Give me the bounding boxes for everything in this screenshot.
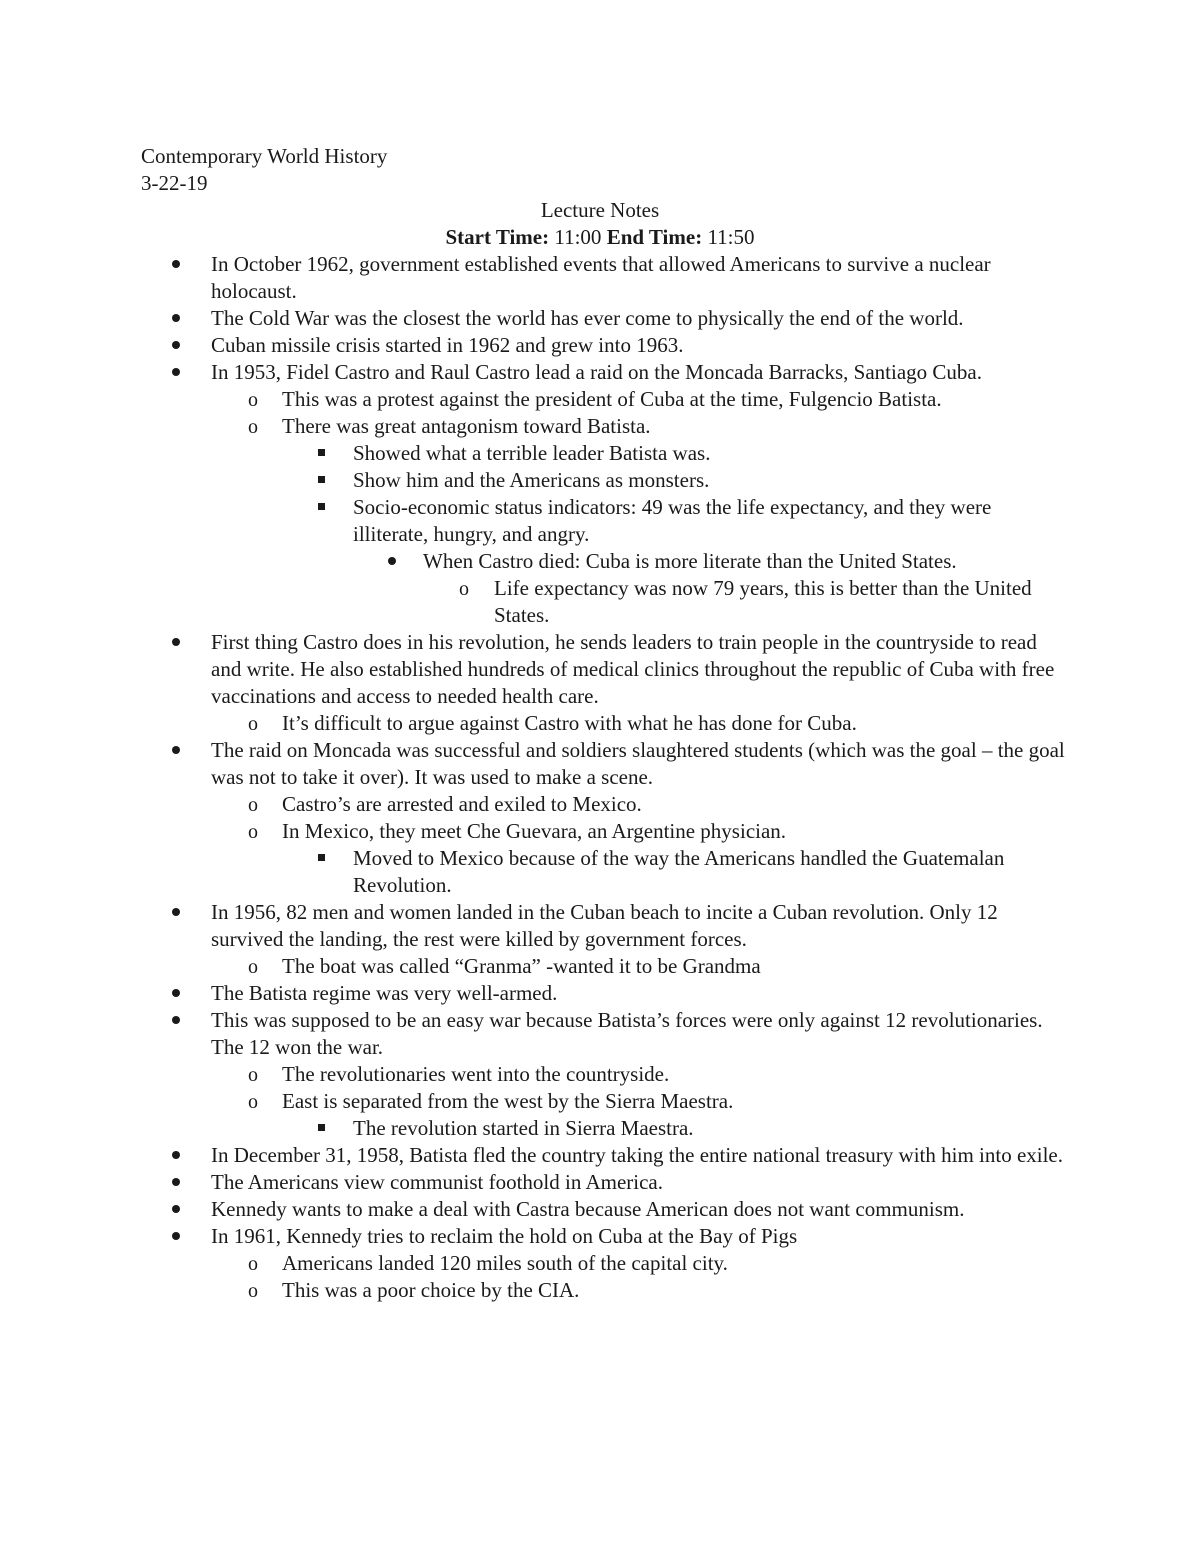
round-bullet-icon bbox=[172, 1223, 180, 1250]
note-item bbox=[0, 1169, 1200, 1196]
hollow-circle-bullet-icon: o bbox=[248, 1091, 258, 1113]
note-text: Castro’s are arrested and exiled to Mexico. bbox=[282, 792, 642, 816]
round-bullet-icon bbox=[172, 1196, 180, 1223]
hollow-circle-bullet-icon: o bbox=[248, 821, 258, 843]
note-item bbox=[0, 548, 1200, 575]
hollow-circle-bullet-icon: o bbox=[459, 578, 469, 600]
note-item bbox=[0, 629, 1200, 710]
note-text: Show him and the Americans as monsters. bbox=[353, 468, 710, 492]
lecture-times bbox=[0, 224, 1200, 251]
round-bullet-icon bbox=[172, 629, 180, 656]
note-text: Life expectancy was now 79 years, this is better than the United States. bbox=[494, 576, 1032, 627]
round-bullet-icon bbox=[172, 1007, 180, 1034]
round-bullet-icon bbox=[172, 305, 180, 332]
note-text: The Batista regime was very well-armed. bbox=[211, 981, 558, 1005]
start-time-value: 11:00 bbox=[549, 225, 607, 249]
note-item bbox=[0, 818, 1200, 845]
note-item bbox=[0, 305, 1200, 332]
note-text: Kennedy wants to make a deal with Castra because American does not want communism. bbox=[211, 1197, 965, 1221]
note-item bbox=[0, 575, 1200, 629]
note-text: The Americans view communist foothold in America. bbox=[211, 1170, 663, 1194]
note-item bbox=[0, 1115, 1200, 1142]
note-text: Cuban missile crisis started in 1962 and grew into 1963. bbox=[211, 333, 684, 357]
round-bullet-icon bbox=[172, 332, 180, 359]
note-text: The revolutionaries went into the countryside. bbox=[282, 1062, 670, 1086]
note-text: In December 31, 1958, Batista fled the country taking the entire national treasury with him into exile. bbox=[211, 1143, 1064, 1167]
note-text: Americans landed 120 miles south of the capital city. bbox=[282, 1251, 728, 1275]
note-item bbox=[0, 1223, 1200, 1250]
course-title: Contemporary World History bbox=[141, 144, 388, 168]
note-item bbox=[0, 845, 1200, 899]
note-text: It’s difficult to argue against Castro with what he has done for Cuba. bbox=[282, 711, 857, 735]
note-item bbox=[0, 386, 1200, 413]
square-bullet-icon bbox=[318, 845, 325, 872]
note-text: The revolution started in Sierra Maestra. bbox=[353, 1116, 694, 1140]
note-text: There was great antagonism toward Batista. bbox=[282, 414, 651, 438]
note-item bbox=[0, 953, 1200, 980]
note-item bbox=[0, 359, 1200, 386]
note-text: In 1953, Fidel Castro and Raul Castro lead a raid on the Moncada Barracks, Santiago Cuba. bbox=[211, 360, 982, 384]
note-item bbox=[0, 251, 1200, 305]
note-text: First thing Castro does in his revolution, he sends leaders to train people in the countryside to read and write. He also established hundreds of medical clinics throughout the republic of Cuba with free vaccinations and access to needed health care. bbox=[211, 630, 1055, 708]
note-item bbox=[0, 1061, 1200, 1088]
note-item bbox=[0, 710, 1200, 737]
round-bullet-icon bbox=[172, 251, 180, 278]
note-item bbox=[0, 980, 1200, 1007]
note-item bbox=[0, 440, 1200, 467]
note-item bbox=[0, 737, 1200, 791]
hollow-circle-bullet-icon: o bbox=[248, 1280, 258, 1302]
square-bullet-icon bbox=[318, 494, 325, 521]
note-item bbox=[0, 791, 1200, 818]
note-item bbox=[0, 1196, 1200, 1223]
square-bullet-icon bbox=[318, 467, 325, 494]
square-bullet-icon bbox=[318, 1115, 325, 1142]
note-item bbox=[0, 1277, 1200, 1304]
end-time-label: End Time: bbox=[606, 225, 703, 249]
hollow-circle-bullet-icon: o bbox=[248, 1064, 258, 1086]
note-text: This was supposed to be an easy war because Batista’s forces were only against 12 revolutionaries. The 12 won the war. bbox=[211, 1008, 1043, 1059]
hollow-circle-bullet-icon: o bbox=[248, 416, 258, 438]
square-bullet-icon bbox=[318, 440, 325, 467]
note-text: This was a protest against the president of Cuba at the time, Fulgencio Batista. bbox=[282, 387, 942, 411]
note-text: Showed what a terrible leader Batista was. bbox=[353, 441, 711, 465]
note-text: This was a poor choice by the CIA. bbox=[282, 1278, 580, 1302]
hollow-circle-bullet-icon: o bbox=[248, 794, 258, 816]
round-bullet-icon bbox=[172, 359, 180, 386]
note-text: In 1961, Kennedy tries to reclaim the hold on Cuba at the Bay of Pigs bbox=[211, 1224, 798, 1248]
note-item bbox=[0, 467, 1200, 494]
round-bullet-icon bbox=[172, 737, 180, 764]
note-text: The Cold War was the closest the world has ever come to physically the end of the world. bbox=[211, 306, 964, 330]
note-text: The boat was called “Granma” -wanted it to be Grandma bbox=[282, 954, 761, 978]
note-text: In 1956, 82 men and women landed in the Cuban beach to incite a Cuban revolution. Only 12 survived the landing, the rest were killed by government forces. bbox=[211, 900, 998, 951]
hollow-circle-bullet-icon: o bbox=[248, 389, 258, 411]
note-item bbox=[0, 1007, 1200, 1061]
hollow-circle-bullet-icon: o bbox=[248, 713, 258, 735]
note-item bbox=[0, 332, 1200, 359]
start-time-label: Start Time: bbox=[445, 225, 550, 249]
notes-list bbox=[0, 251, 1200, 1304]
note-text: Socio-economic status indicators: 49 was the life expectancy, and they were illiterate, hungry, and angry. bbox=[353, 495, 992, 546]
note-item bbox=[0, 899, 1200, 953]
note-item bbox=[0, 413, 1200, 440]
note-text: The raid on Moncada was successful and soldiers slaughtered students (which was the goal – the goal was not to take it over). It was used to make a scene. bbox=[211, 738, 1065, 789]
document-header bbox=[141, 143, 387, 197]
note-text: Moved to Mexico because of the way the Americans handled the Guatemalan Revolution. bbox=[353, 846, 1005, 897]
round-bullet-icon bbox=[172, 1169, 180, 1196]
document-date: 3-22-19 bbox=[141, 171, 208, 195]
round-bullet-icon bbox=[172, 1142, 180, 1169]
note-item bbox=[0, 1250, 1200, 1277]
note-text: When Castro died: Cuba is more literate than the United States. bbox=[423, 549, 957, 573]
end-time-value: 11:50 bbox=[702, 225, 755, 249]
note-item bbox=[0, 1142, 1200, 1169]
hollow-circle-bullet-icon: o bbox=[248, 956, 258, 978]
hollow-circle-bullet-icon: o bbox=[248, 1253, 258, 1275]
note-item bbox=[0, 494, 1200, 548]
round-bullet-icon bbox=[388, 548, 396, 575]
note-item bbox=[0, 1088, 1200, 1115]
note-text: East is separated from the west by the Sierra Maestra. bbox=[282, 1089, 734, 1113]
round-bullet-icon bbox=[172, 899, 180, 926]
note-text: In October 1962, government established events that allowed Americans to survive a nuclear holocaust. bbox=[211, 252, 991, 303]
round-bullet-icon bbox=[172, 980, 180, 1007]
page-title: Lecture Notes bbox=[540, 198, 660, 222]
note-text: In Mexico, they meet Che Guevara, an Argentine physician. bbox=[282, 819, 787, 843]
